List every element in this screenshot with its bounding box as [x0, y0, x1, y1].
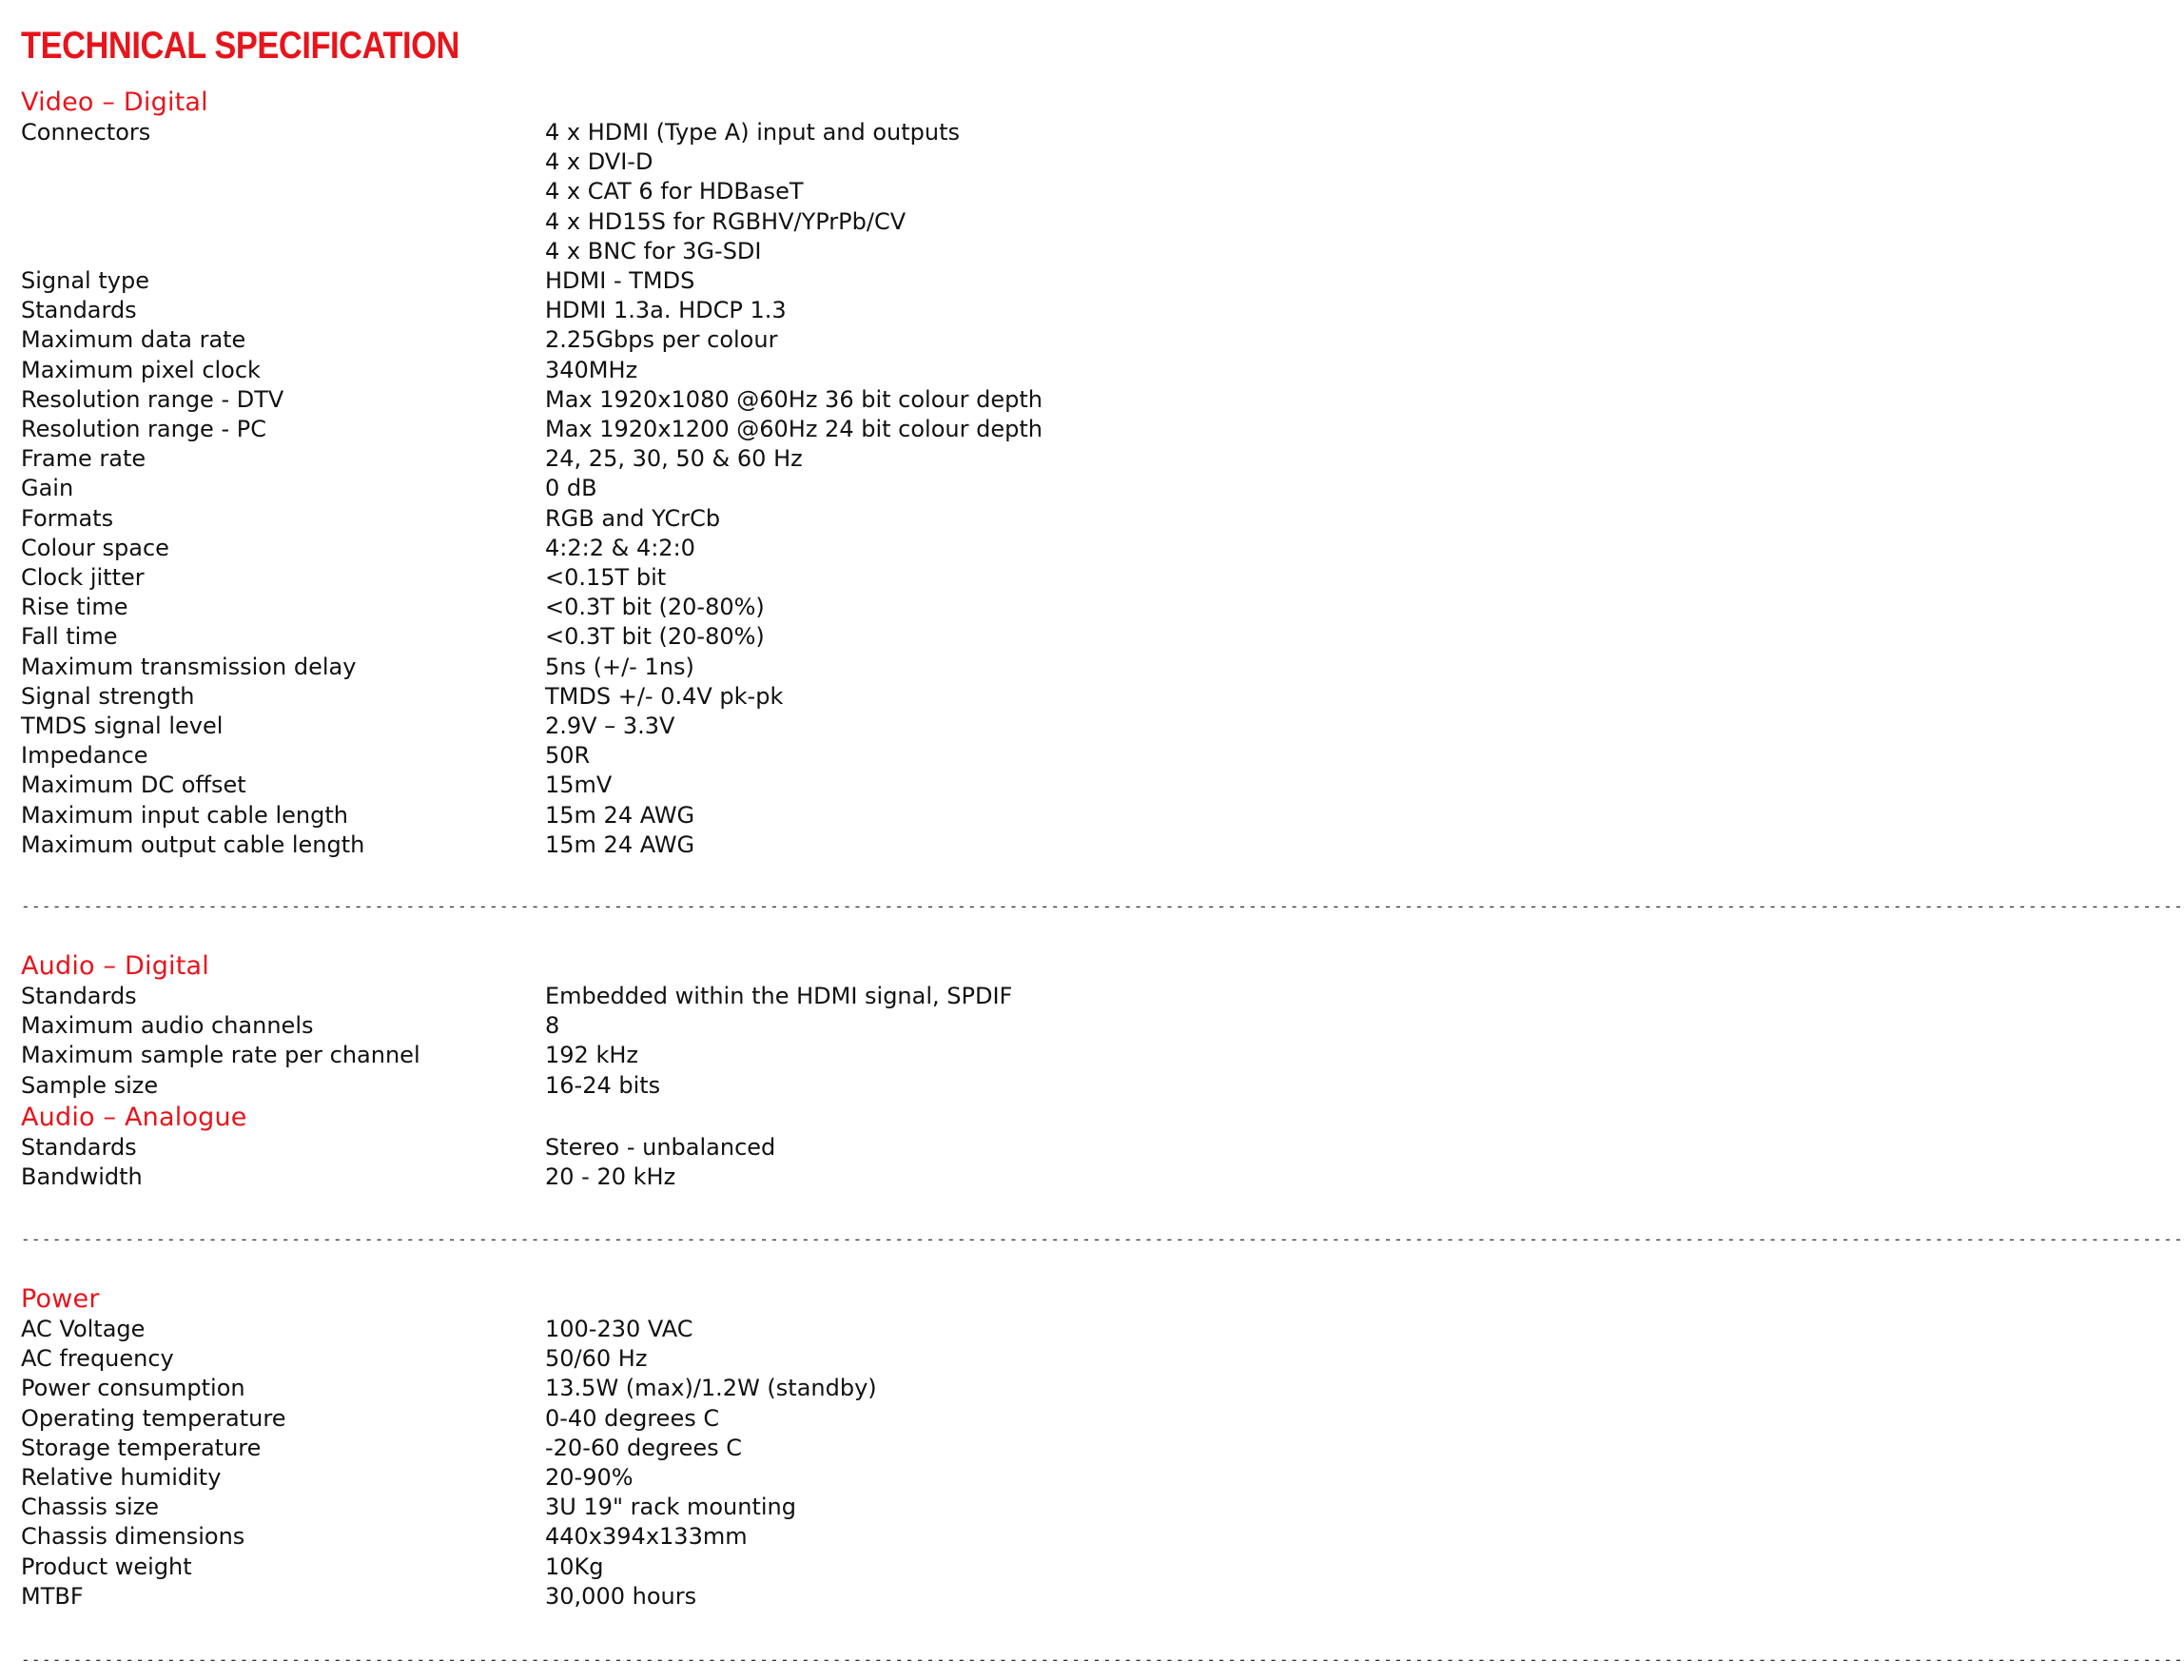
spec-label: Formats [21, 504, 114, 532]
spec-value: 4 x CAT 6 for HDBaseT [545, 178, 804, 205]
spec-value: <0.15T bit [545, 564, 667, 592]
spec-values [545, 266, 1115, 296]
spec-values [545, 741, 1115, 771]
spec-values [545, 771, 1115, 800]
spec-label: Chassis size [21, 1494, 160, 1521]
spec-values [545, 325, 1115, 355]
section-audio-analogue [21, 1103, 1115, 1192]
spec-label: Fall time [21, 623, 118, 651]
spec-label: Maximum sample rate per channel [21, 1042, 420, 1069]
spec-label: Maximum transmission delay [21, 653, 357, 680]
page-title: TECHNICAL SPECIFICATION [21, 25, 459, 67]
spec-values [545, 1522, 1115, 1552]
spec-label: Signal strength [21, 682, 195, 710]
spec-value: 30,000 hours [545, 1582, 697, 1610]
spec-value: 192 kHz [545, 1042, 638, 1069]
spec-row [21, 1404, 1115, 1434]
spec-label: Chassis dimensions [21, 1523, 245, 1551]
spec-row [21, 712, 1115, 741]
spec-value: 4:2:2 & 4:2:0 [545, 534, 695, 561]
spec-values [545, 1011, 1115, 1041]
spec-row [21, 1553, 1115, 1582]
divider: ---------------------------------------------------------------------------------------------------------------------------------------------------------------------------------------------------------------- [21, 1230, 2184, 1248]
spec-values [545, 712, 1115, 741]
spec-value: 4 x HD15S for RGBHV/YPrPb/CV [545, 207, 907, 235]
spec-value: 8 [545, 1012, 560, 1040]
spec-value: HDMI - TMDS [545, 267, 695, 295]
section-video-digital [21, 88, 1115, 860]
spec-value: 4 x DVI-D [545, 148, 653, 176]
spec-value: <0.3T bit (20-80%) [545, 623, 765, 651]
spec-row [21, 1315, 1115, 1344]
spec-value: 4 x HDMI (Type A) input and outputs [545, 119, 961, 146]
spec-value: Stereo - unbalanced [545, 1134, 776, 1161]
spec-label: Standards [21, 983, 137, 1009]
spec-label: Rise time [21, 594, 128, 621]
spec-values [545, 830, 1115, 860]
spec-value: 2.9V – 3.3V [545, 713, 675, 740]
spec-values [545, 1463, 1115, 1493]
spec-label: Maximum audio channels [21, 1012, 314, 1040]
spec-value: 0-40 degrees C [545, 1404, 720, 1432]
spec-values [545, 1493, 1115, 1522]
spec-label: Maximum output cable length [21, 830, 365, 858]
spec-label: Sample size [21, 1071, 159, 1099]
spec-label: Gain [21, 475, 74, 502]
spec-value: 20 - 20 kHz [545, 1163, 676, 1191]
spec-value: 3U 19" rack mounting [545, 1494, 796, 1521]
section-heading: Audio – Digital [21, 951, 209, 981]
spec-row [21, 1374, 1115, 1403]
spec-values [545, 1374, 1115, 1403]
spec-row [21, 1522, 1115, 1552]
spec-value: 20-90% [545, 1464, 634, 1492]
spec-label: Signal type [21, 267, 149, 295]
spec-label: Bandwidth [21, 1163, 143, 1191]
spec-row [21, 622, 1115, 652]
spec-row [21, 534, 1115, 563]
spec-value: 16-24 bits [545, 1071, 661, 1099]
spec-values [545, 593, 1115, 622]
spec-values [545, 682, 1115, 712]
spec-value: -20-60 degrees C [545, 1434, 743, 1461]
spec-value: 10Kg [545, 1553, 604, 1580]
spec-row [21, 593, 1115, 622]
spec-label: AC frequency [21, 1345, 174, 1373]
spec-values [545, 1404, 1115, 1434]
spec-row [21, 1011, 1115, 1041]
spec-row [21, 1344, 1115, 1374]
spec-label: Relative humidity [21, 1464, 222, 1492]
spec-label: Maximum input cable length [21, 801, 348, 829]
spec-value: Max 1920x1080 @60Hz 36 bit colour depth [545, 385, 1043, 413]
spec-value: Max 1920x1200 @60Hz 24 bit colour depth [545, 416, 1043, 443]
spec-value: 100-230 VAC [545, 1316, 693, 1342]
spec-label: Power consumption [21, 1375, 245, 1402]
spec-values [545, 534, 1115, 563]
section-audio-digital [21, 951, 1115, 1101]
spec-value: 4 x BNC for 3G-SDI [545, 237, 762, 264]
spec-value: Embedded within the HDMI signal, SPDIF [545, 983, 1013, 1009]
spec-row [21, 444, 1115, 474]
spec-label: Impedance [21, 742, 148, 770]
spec-value: 15m 24 AWG [545, 801, 695, 829]
spec-row [21, 1162, 1115, 1192]
spec-label: Standards [21, 1134, 137, 1161]
spec-label: Connectors [21, 119, 151, 146]
spec-values [545, 296, 1115, 325]
spec-value: 24, 25, 30, 50 & 60 Hz [545, 445, 803, 473]
spec-row [21, 118, 1115, 266]
spec-value: 50R [545, 742, 591, 770]
spec-values [545, 1434, 1115, 1463]
spec-values [545, 474, 1115, 503]
spec-row [21, 801, 1115, 830]
spec-row [21, 563, 1115, 593]
spec-value: 15mV [545, 772, 613, 799]
spec-values [545, 1344, 1115, 1374]
spec-label: Operating temperature [21, 1404, 286, 1432]
spec-values [545, 1582, 1115, 1612]
spec-values [545, 1162, 1115, 1192]
spec-values [545, 982, 1115, 1011]
spec-row [21, 1133, 1115, 1162]
spec-label: AC Voltage [21, 1316, 146, 1342]
spec-values [545, 1315, 1115, 1344]
spec-value: 440x394x133mm [545, 1523, 748, 1551]
spec-label: Product weight [21, 1553, 192, 1580]
spec-label: Clock jitter [21, 564, 145, 592]
spec-label: TMDS signal level [21, 713, 224, 740]
spec-label: Resolution range - PC [21, 416, 266, 443]
spec-label: Storage temperature [21, 1434, 262, 1461]
spec-value: 15m 24 AWG [545, 830, 695, 858]
spec-value: <0.3T bit (20-80%) [545, 594, 765, 621]
spec-row [21, 682, 1115, 712]
spec-label: Standards [21, 297, 137, 324]
spec-row [21, 653, 1115, 682]
spec-row [21, 830, 1115, 860]
section-heading: Power [21, 1284, 100, 1314]
spec-values [545, 385, 1115, 415]
spec-values [545, 415, 1115, 444]
divider: ---------------------------------------------------------------------------------------------------------------------------------------------------------------------------------------------------------------- [21, 1651, 2184, 1669]
spec-row [21, 504, 1115, 534]
spec-value: 340MHz [545, 356, 638, 383]
spec-value: 13.5W (max)/1.2W (standby) [545, 1375, 877, 1402]
spec-row [21, 385, 1115, 415]
spec-value: 5ns (+/- 1ns) [545, 653, 694, 680]
spec-values [545, 622, 1115, 652]
section-power [21, 1284, 1115, 1612]
spec-row [21, 771, 1115, 800]
spec-values [545, 563, 1115, 593]
spec-label: Maximum data rate [21, 326, 246, 354]
spec-row [21, 1071, 1115, 1101]
spec-row [21, 474, 1115, 503]
spec-value: 2.25Gbps per colour [545, 326, 778, 354]
spec-value: RGB and YCrCb [545, 504, 721, 532]
spec-values [545, 1553, 1115, 1582]
spec-label: MTBF [21, 1582, 84, 1610]
spec-row [21, 415, 1115, 444]
spec-row [21, 1582, 1115, 1612]
spec-values [545, 1133, 1115, 1162]
spec-label: Frame rate [21, 445, 146, 473]
section-heading: Video – Digital [21, 88, 208, 117]
spec-values [545, 118, 1115, 266]
section-heading: Audio – Analogue [21, 1103, 247, 1132]
spec-row [21, 1434, 1115, 1463]
spec-values [545, 504, 1115, 534]
spec-row [21, 356, 1115, 385]
spec-values [545, 1071, 1115, 1101]
spec-values [545, 1041, 1115, 1070]
spec-label: Resolution range - DTV [21, 385, 284, 413]
spec-value: 0 dB [545, 475, 597, 502]
spec-row [21, 325, 1115, 355]
spec-label: Maximum DC offset [21, 772, 246, 799]
spec-row [21, 266, 1115, 296]
spec-row [21, 296, 1115, 325]
spec-value: 50/60 Hz [545, 1345, 648, 1373]
spec-row [21, 1041, 1115, 1070]
spec-values [545, 801, 1115, 830]
divider: ---------------------------------------------------------------------------------------------------------------------------------------------------------------------------------------------------------------- [21, 897, 2184, 915]
spec-row [21, 1493, 1115, 1522]
spec-label: Colour space [21, 534, 169, 561]
spec-row [21, 1463, 1115, 1493]
spec-values [545, 444, 1115, 474]
spec-value: TMDS +/- 0.4V pk-pk [545, 682, 784, 710]
spec-row [21, 741, 1115, 771]
spec-label: Maximum pixel clock [21, 356, 261, 383]
spec-values [545, 653, 1115, 682]
spec-values [545, 356, 1115, 385]
spec-row [21, 982, 1115, 1011]
spec-value: HDMI 1.3a. HDCP 1.3 [545, 297, 787, 324]
